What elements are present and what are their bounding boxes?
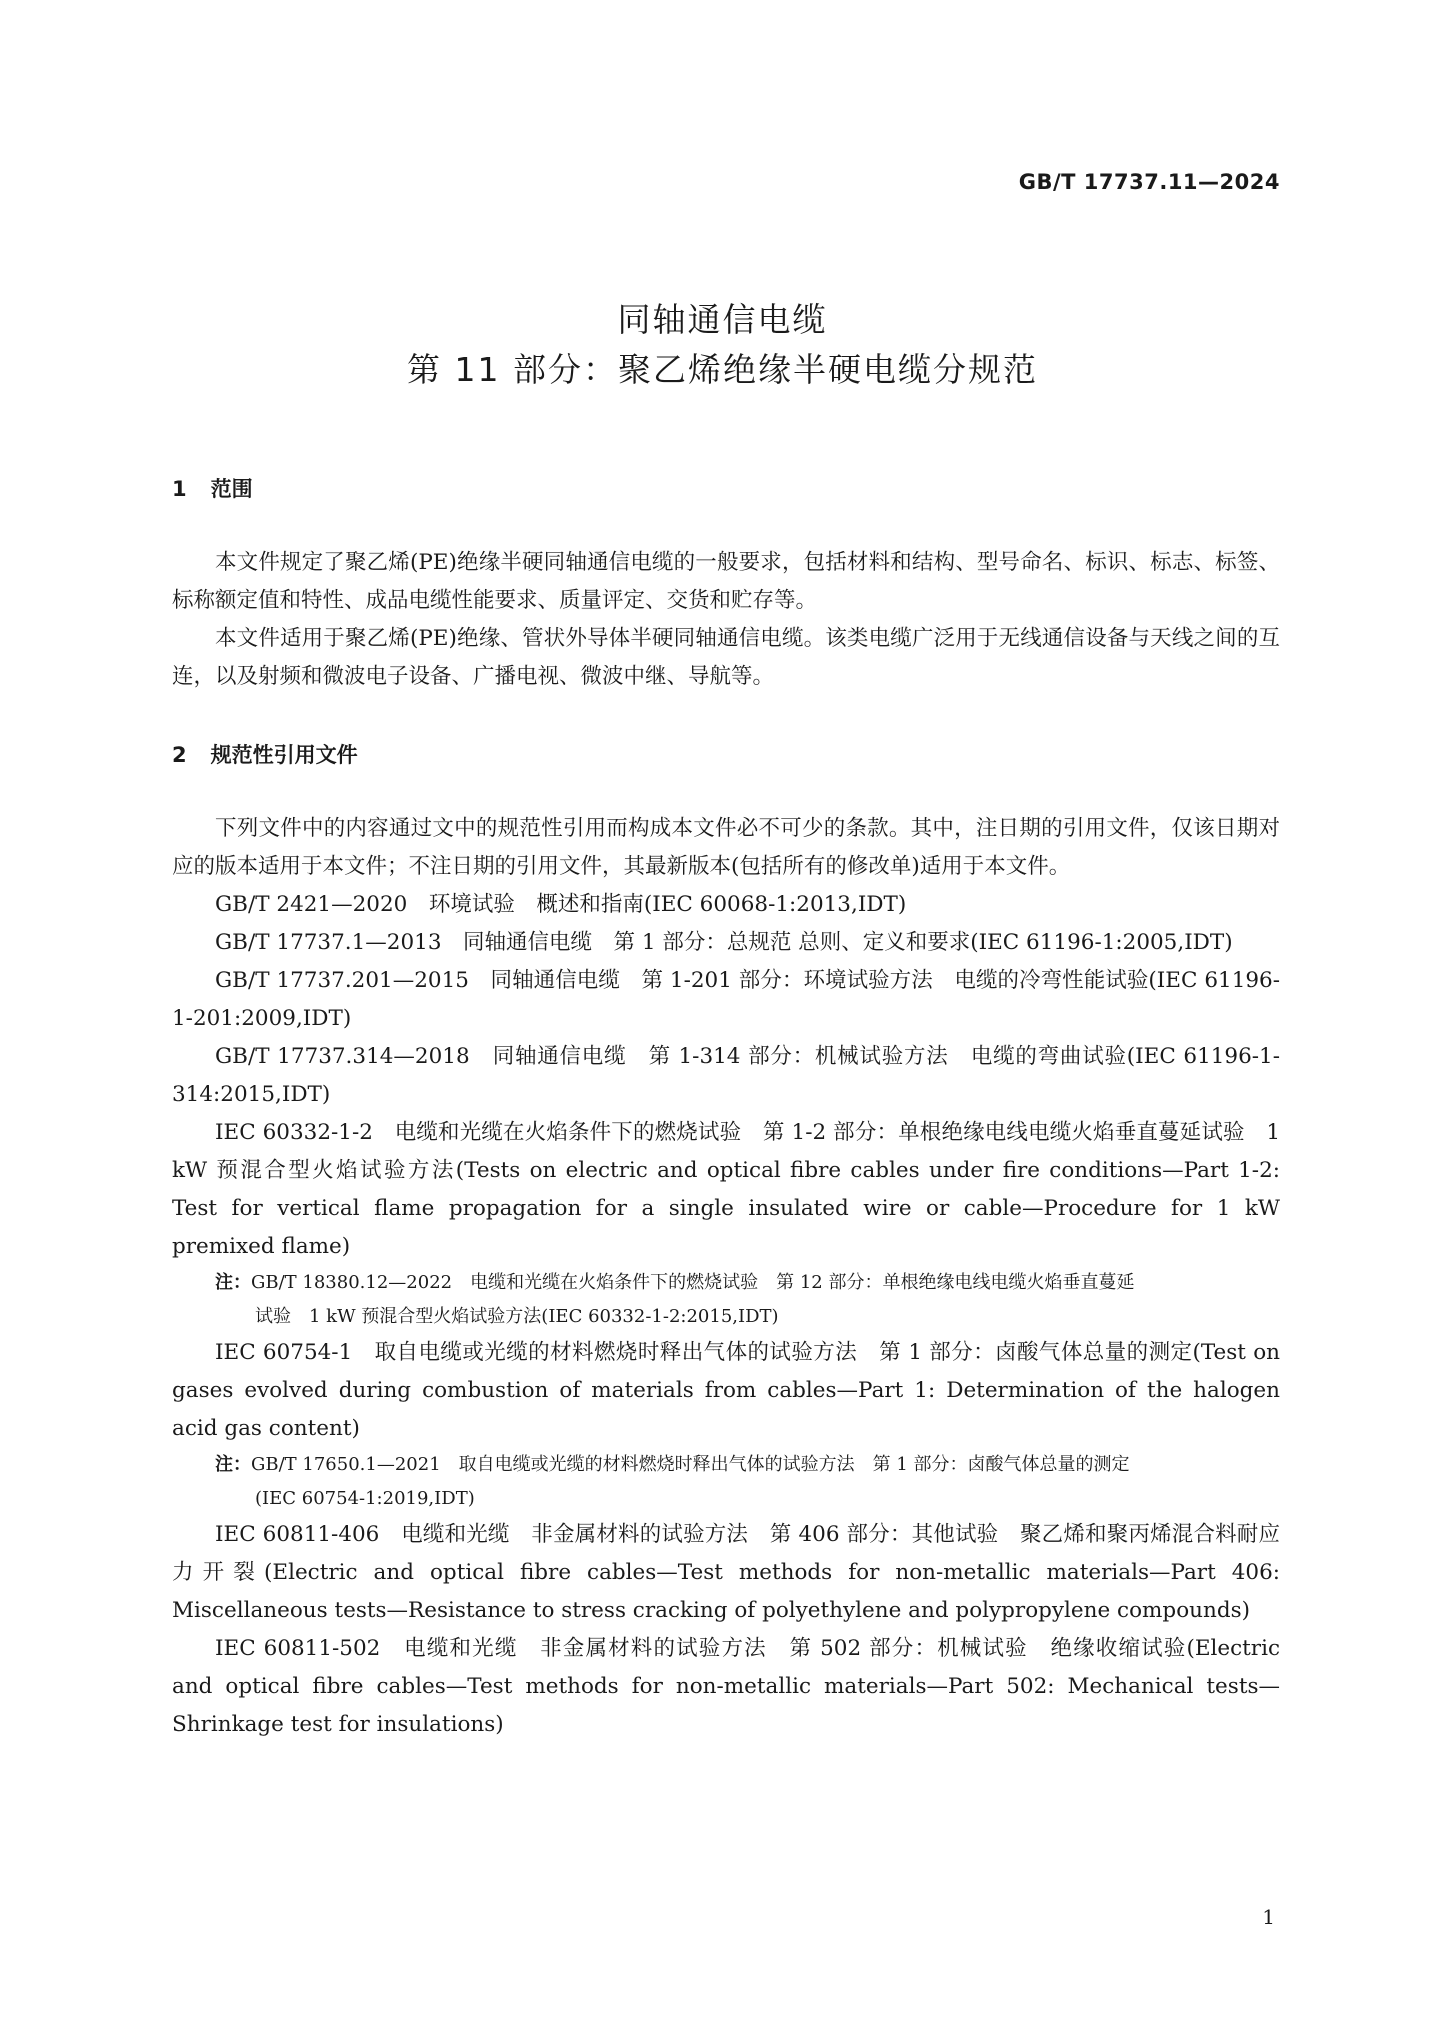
title-line-2: 第 11 部分：聚乙烯绝缘半硬电缆分规范: [407, 350, 1038, 389]
section-number: 2: [172, 743, 187, 767]
reference-gbt17737-314: GB/T 17737.314—2018 同轴通信电缆 第 1-314 部分：机械试验方法 电缆的弯曲试验(IEC 61196-1-314:2015,IDT): [172, 1044, 1280, 1107]
section-title: 范围: [210, 477, 253, 501]
section-normative-references: [172, 736, 1280, 1744]
note-gbt18380: [172, 1266, 1280, 1334]
reference-gbt17737-201: GB/T 17737.201—2015 同轴通信电缆 第 1-201 部分：环境试验方法 电缆的冷弯性能试验(IEC 61196-1-201:2009,IDT): [172, 968, 1280, 1031]
note-label: 注：: [215, 1272, 251, 1293]
scope-paragraph-1: 本文件规定了聚乙烯(PE)绝缘半硬同轴通信电缆的一般要求，包括材料和结构、型号命名、标识、标志、标签、标称额定值和特性、成品电缆性能要求、质量评定、交货和贮存等。: [172, 550, 1280, 613]
reference-iec60811-406: IEC 60811-406 电缆和光缆 非金属材料的试验方法 第 406 部分：其他试验 聚乙烯和聚丙烯混合料耐应力开裂(Electric and optical fibre cables—Test methods for non-metallic materials—Part 406: Miscellaneous tests—Resistance to stress cracking of polyethylene and polypropylene compounds): [172, 1522, 1280, 1623]
reference-iec60811-502: IEC 60811-502 电缆和光缆 非金属材料的试验方法 第 502 部分：机械试验 绝缘收缩试验(Electric and optical fibre cables—Test methods for non-metallic materials—Part 502: Mechanical tests—Shrinkage test for insulations): [172, 1636, 1280, 1737]
note-text-line-1: GB/T 17650.1—2021 取自电缆或光缆的材料燃烧时释出气体的试验方法 第 1 部分：卤酸气体总量的测定: [251, 1454, 1130, 1475]
page-number: 1: [1262, 1905, 1275, 1929]
section-heading-scope: [172, 470, 1280, 508]
scope-paragraph-2: 本文件适用于聚乙烯(PE)绝缘、管状外导体半硬同轴通信电缆。该类电缆广泛用于无线通信设备与天线之间的互连，以及射频和微波电子设备、广播电视、微波中继、导航等。: [172, 626, 1280, 689]
title-line-1: 同轴通信电缆: [617, 300, 828, 339]
references-intro: 下列文件中的内容通过文中的规范性引用而构成本文件必不可少的条款。其中，注日期的引用文件，仅该日期对应的版本适用于本文件；不注日期的引用文件，其最新版本(包括所有的修改单)适用于本文件。: [172, 816, 1280, 879]
note-gbt17650: [172, 1448, 1280, 1516]
reference-gbt2421: GB/T 2421—2020 环境试验 概述和指南(IEC 60068-1:2013,IDT): [215, 892, 907, 917]
reference-gbt17737-1: GB/T 17737.1—2013 同轴通信电缆 第 1 部分：总规范 总则、定义和要求(IEC 61196-1:2005,IDT): [215, 930, 1233, 955]
reference-iec60754-1: IEC 60754-1 取自电缆或光缆的材料燃烧时释出气体的试验方法 第 1 部分：卤酸气体总量的测定(Test on gases evolved during combustion of materials from cables—Part 1: Determination of the halogen acid gas content): [172, 1340, 1280, 1441]
document-title: [0, 295, 1445, 395]
note-text-line-2: 试验 1 kW 预混合型火焰试验方法(IEC 60332-1-2:2015,IDT): [255, 1306, 779, 1327]
note-label: 注：: [215, 1454, 251, 1475]
note-text-line-2: (IEC 60754-1:2019,IDT): [255, 1488, 475, 1509]
note-text-line-1: GB/T 18380.12—2022 电缆和光缆在火焰条件下的燃烧试验 第 12 部分：单根绝缘电线电缆火焰垂直蔓延: [251, 1272, 1135, 1293]
section-title: 规范性引用文件: [210, 743, 358, 767]
document-body: [172, 470, 1280, 1744]
section-number: 1: [172, 477, 187, 501]
section-heading-references: [172, 736, 1280, 774]
section-scope: [172, 470, 1280, 696]
reference-iec60332-1-2: IEC 60332-1-2 电缆和光缆在火焰条件下的燃烧试验 第 1-2 部分：单根绝缘电线电缆火焰垂直蔓延试验 1 kW 预混合型火焰试验方法(Tests on electric and optical fibre cables under fire conditions—Part 1-2: Test for vertical flame propagation for a single insulated wire or cable—Procedure for 1 kW premixed flame): [172, 1120, 1280, 1259]
standard-number: GB/T 17737.11—2024: [1018, 170, 1280, 194]
